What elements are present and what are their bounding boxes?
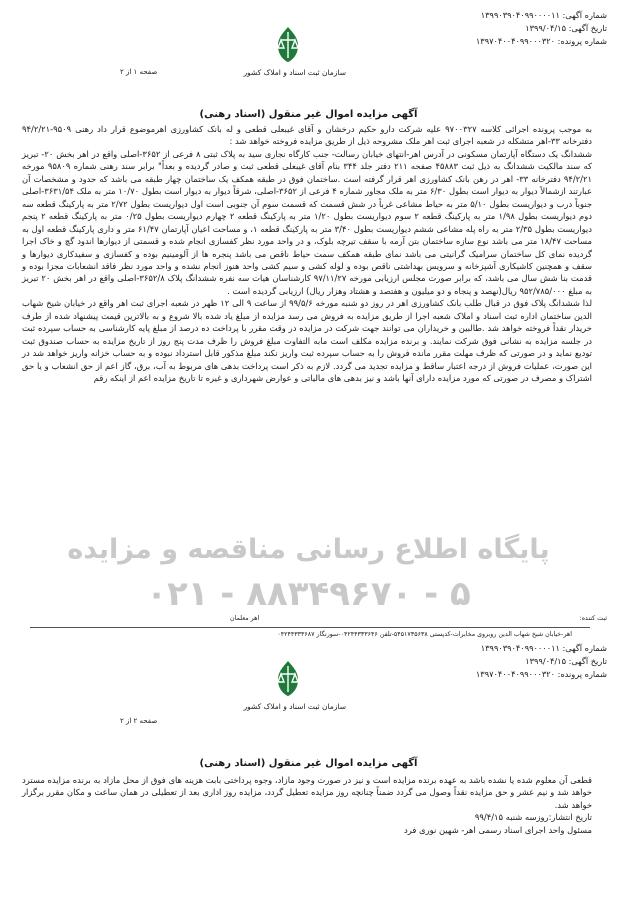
emblem-icon (270, 658, 306, 700)
publish-date: تاریخ انتشار:روزسه شنبه ۹۹/۴/۱۵ (474, 812, 592, 823)
page-number: صفحه ۱ از ۲ (120, 68, 158, 76)
closing-paragraph: قطعی آن معلوم شده یا نشده باشد به عهده برنده مزایده است و نیز در صورت وجود مازاد، وجوه پرداختی بابت هزینه های فوق از محل مازاد به برنده مزایده مسترد خواهد شد و نیم عشر و حق مزایده نقداً وصول می گردد ضمناً چنانچه روز مزایده تعطیل گردد، مزایده روز اداری بعد از تعطیلی در همان ساعت و مکان مقرر برگزار خواهد شد. (22, 775, 592, 810)
ad-date: تاریخ آگهی: ۱۳۹۹/۰۴/۱۵ (525, 656, 607, 666)
watermark-title: پایگاه اطلاع رسانی مناقصه و مزایده (67, 534, 550, 565)
property-description-paragraph: ششدانگ یک دستگاه آپارتمان مسکونی در آدرس اهر-انتهای خیابان رسالت- جنب کارگاه نجاری سید به پلاک ثبتی ۸ فرعی از ۳۶۵۲-اصلی واقع در اهر بخش ۲۰- تبریز که سند مالکیت ششدانگ به ذیل ثبت ۴۵۸۸۳ صفحه ۲۱۱ دفتر جلد ۳۴۴ بنام آقای غیبعلی قطعی ثبت و صادر گردیده و بعداً" برابر سند رهنی شماره ۹۵۸۰۹ مورخه ۹۴/۲/۲۱ دفترخانه ۳۳- اهر در رهن بانک کشاورزی اهر قرار گرفته است .ساختمان فوق در طبقه همکف یک ساختمان چهار طبقه می باشد که حدود و مشخصات آن عبارتند ازشمالاً دیوار به دیوار است بطول ۶/۳۰ متر به ملک مجاور شماره ۴ فرعی از ۳۶۵۲-اصلی، شرقاً دیوار به دیوار است بطول ۱۰/۷۰ متر به ملک ۳۶۳۱/۵۴-اصلی جنوباً درب و دیواریست بطول ۵/۱۰ متر به حیاط مشاعی غرباً در شش قسمت که قسمت سوم آن جنوبی است اول دیواریست بطول ۲/۷۲ متر به پارکینگ قطعه سه دوم دیواریست بطول ۱/۹۸ متر به پارکینگ قطعه ۲ سوم دیواریست بطول ۱/۲۰ متر به پارکینگ قطعه ۲ چهارم دیواریست بطول ۰/۲۵ متر به پارکینگ قطعه ۲ پنجم دیواریست بطول ۲/۳۵ متر به راه پله مشاعی ششم دیواریست بطول ۳/۴۰ متر به پارکینگ قطعه ۱، و مساحت اعیان آپارتمان ۶۱/۴۷ متر و داری پارکینگ قطعه اول به مساحت ۱۸/۴۷ متر می باشد نوع سازه ساختمان بتن آرمه با سقف تیرچه بلوک، و در واحد مورد نظر کفسازی انجام شده و قسمتی از دیوارها اندود گچ و خاک اجرا گردیده نمای کل ساختمان سرامیک گرانیتی می باشد نمای طبقه همکف سمت حیاط ناقص می باشد پنجره ها از آلومینیم بوده و کفسازی و سفیدکاری دیوارها و سقف و همچنین کاشیکاری آشپزخانه و سرویس بهداشتی ناقص بوده و لوله کشی و سیم کشی واحد هنوز انجام نشده و واحد مورد نظر فاقد انشعابات مجزا بوده و قدمت بنا شش سال می باشد، که برابر صورت مجلس ارزیابی مورخه ۹۷/۱۱/۲۷ کارشناسان هیات سه نفره ششدانگ پلاک ۳۶۵۲/۸-اصلی واقع در اهر بخش ۲۰ تبریز به مبلغ ۹۵۲/۷۸۵/۰۰۰ ریال(نهصد و پنجاه و دو میلیون و هفتصد و هشتاد وهزار ریال) ارزیابی گردیده است . (22, 148, 593, 296)
footer-address: اهر-خیابان شیخ شهاب الدین روبروی مخابرات-کدپستی ۵۴۵۱۷۳۵۶۳۸-تلفن ۰۴۲۴۴۳۳۳۶۴۶-سورنگار ۰۴۲۴۴۳۳۳۶۸۷ (277, 631, 572, 638)
watermark-phone: ۰۲۱ - ۸۸۳۴۹۶۷۰ - ۵ (146, 574, 471, 614)
document-body (22, 123, 592, 385)
ad-date: تاریخ آگهی: ۱۳۹۹/۰۴/۱۵ (525, 23, 607, 33)
judiciary-emblem (270, 24, 306, 70)
stamp-registrar-label: ثبت کننده: (579, 615, 607, 622)
file-number: شماره پرونده: ۱۳۹۷۰۴۰۰۴۰۹۹۰۰۰۳۲۰ (475, 669, 607, 679)
page-number: صفحه ۲ از ۲ (120, 717, 158, 725)
document-body (22, 774, 592, 836)
page-title: آگهی مزایده اموال غیر منقول (اسناد رهنی) (199, 109, 418, 120)
stamp-registrar-name: اهر معلمان (230, 615, 260, 622)
responsible-officer: مسئول واحد اجرای اسناد رسمی اهر- شهین نوری فرد (404, 824, 592, 835)
org-name: سازمان ثبت اسناد و املاک کشور (243, 702, 346, 711)
intro-paragraph: به موجب پرونده اجرائی کلاسه ۹۷۰۰۳۲۷ علیه شرکت دارو حکیم درخشان و آقای غیبعلی قطعی و له بانک کشاورزی اهرموضوع قرار داد رهنی ۹۵۰۹-۹۴/۲/۲۱ دفترخانه ۳۳-اهر متشکله در شعبه اجرای ثبت اهر ملک مشروحه ذیل از طریق مزایده فروخته خواهد شد : (22, 124, 592, 147)
file-number: شماره پرونده: ۱۳۹۷۰۴۰۰۴۰۹۹۰۰۰۳۲۰ (475, 36, 607, 46)
emblem-icon (270, 24, 306, 66)
org-name: سازمان ثبت اسناد و املاک کشور (243, 68, 346, 77)
ad-number: شماره آگهی: ۱۳۹۹۰۳۹۰۴۰۹۹۰۰۰۰۱۱ (480, 643, 607, 653)
judiciary-emblem (270, 658, 306, 704)
page-title: آگهی مزایده اموال غیر منقول (اسناد رهنی) (199, 758, 418, 769)
ad-number: شماره آگهی: ۱۳۹۹۰۳۹۰۴۰۹۹۰۰۰۰۱۱ (480, 10, 607, 20)
auction-terms-paragraph: لذا ششدانگ پلاک فوق در قبال طلب بانک کشاورزی اهر در روز دو شنبه مورخه ۹۹/۵/۶ از ساعت ۹ الی ۱۲ ظهر در شعبه اجرای ثبت اهر واقع در خیابان شیخ شهاب الدین ساختمان اداره ثبت اسناد و املاک شعبه اجرا از طریق مزایده به فروش می رسد مزایده از مبلغ یاد شده بالا شروع و به بالاترین قیمت پیشنهاد شده از طرف خریدار نقداً فروخته خواهد شد .طالبین و خریداران می توانند جهت شرکت در مزایده در وقت مقرر با پرداخت ده درصد از مبلغ پایه کارشناسی به حساب سپرده ثبت در جلسه مزایده به نشانی فوق شرکت نمایند. و برنده مزایده مکلف است مابه التفاوت مبلغ فروش را ظرف مدت پنج روز از تاریخ مزایده به حساب صندوق ثبت تودیع نماید و در صورتی که ظرف مهلت مقرر مانده فروش را به حساب سپرده ثبت واریز نکند مبلغ مذکور قابل استرداد نبوده و به حساب خزانه واریز خواهد شد در این صورت، عملیات فروش از درجه اعتبار ساقط و مزایده تجدید می گردد. لازم به ذکر است پرداخت بدهی های مربوط به آب، برق، گاز اعم از حق انشعاب و یا حق اشتراک و مصرف در صورتی که مورد مزایده دارای آنها باشد و نیز بدهی های مالیاتی و عوارض شهرداری و غیره تا تاریخ مزایده اعم از اینکه رقم (22, 298, 592, 384)
footer-divider (30, 627, 590, 628)
